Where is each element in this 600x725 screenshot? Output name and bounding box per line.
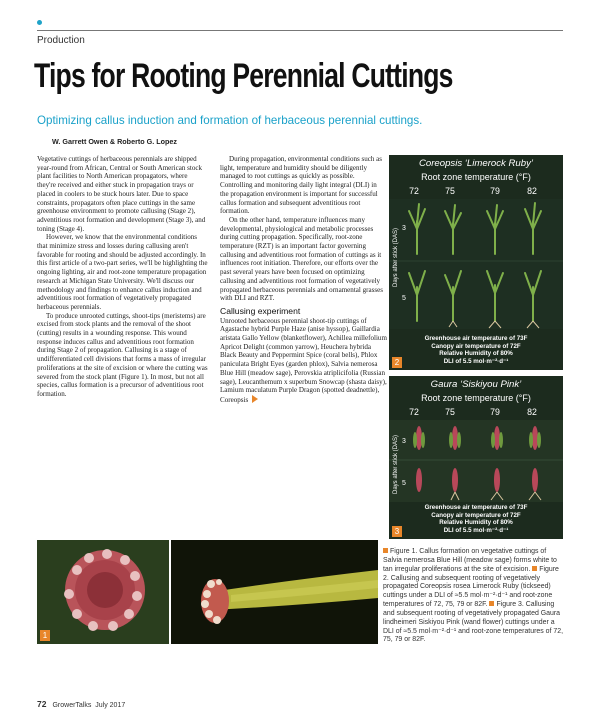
temp-label: 75 xyxy=(445,407,455,417)
section-dot xyxy=(37,20,42,25)
figure-3-notes xyxy=(389,504,563,534)
figure-2-panel xyxy=(389,155,563,370)
figure-3-y-label: Days after stick (DAS) xyxy=(393,434,399,494)
callus-stem-image xyxy=(171,540,378,644)
note-line: Relative Humidity of 80% xyxy=(439,519,513,527)
continue-arrow-icon xyxy=(252,395,258,403)
figure-3-rzt-label: Root zone temperature (°F) xyxy=(421,393,531,403)
figure-3-panel xyxy=(389,376,563,539)
header-rule xyxy=(37,30,563,31)
temp-label: 79 xyxy=(490,407,500,417)
paragraph: To produce unrooted cuttings, shoot-tips (meristems) are excised from stock plants and the removal of the shoot (cutting) results in a wounding response. This wound response induces callus and adventitious root formation during Stage 2 of propagation. Callusing is a stage of undifferentiated cell divisions that forms a mass of irregular proliferations at the site of excision or where the cutting was severed from the stock plant (Figure 1). In most, but not all species, callus formation is a precursor of adventitious root formation. xyxy=(37,311,208,398)
figure-2-y-label: Days after stick (DAS) xyxy=(393,227,399,287)
figure-1-photo-left xyxy=(37,540,169,644)
caption-square-icon xyxy=(532,566,537,571)
body-column-2 xyxy=(220,155,387,405)
note-line: Canopy air temperature of 72F xyxy=(431,342,521,350)
caption-fig3: Figure 3. Callusing and subsequent rooting of vegetatively propagated Gaura lindheimeri Siskiyou Pink (wand flower) cuttings under a DLI of ≈5.5 mol·m⁻²·d⁻¹ and root-zone temperatures of 72, 75, 79 or 82F. xyxy=(383,601,564,644)
paragraph xyxy=(220,317,387,405)
figure-3-number: 3 xyxy=(392,526,402,537)
temp-label: 82 xyxy=(527,186,537,196)
figure-2-number: 2 xyxy=(392,357,402,368)
caption-square-icon xyxy=(489,601,494,606)
article-subtitle: Optimizing callus induction and formation of herbaceous perennial cuttings. xyxy=(37,114,423,127)
day-row-label: 5 xyxy=(402,480,406,487)
day-row-label: 3 xyxy=(402,438,406,445)
page-footer xyxy=(37,699,125,709)
figure-1-number: 1 xyxy=(40,630,50,641)
note-line: Greenhouse air temperature of 73F xyxy=(424,335,528,342)
article-authors: W. Garrett Owen & Roberto G. Lopez xyxy=(52,137,177,146)
figure-3-cuttings-image xyxy=(389,420,563,502)
paragraph: Vegetative cuttings of herbaceous perennials are shipped year-round from African, Central or South American stock plant facilities to North American propagators, where they're received and either stuck in propagation trays or placed in coolers to be stuck hours later. Due to space constraints, propagators often place cuttings in the same greenhouse environment to promote callusing (Stage 2), adventitious root formation and development (Stage 3), and toning (Stage 4). xyxy=(37,155,206,233)
callus-closeup-image xyxy=(37,540,169,644)
temp-label: 75 xyxy=(445,186,455,196)
temp-label: 72 xyxy=(409,407,419,417)
note-line: Greenhouse air temperature of 73F xyxy=(424,504,528,511)
paragraph: On the other hand, temperature influences many developmental, physiological and metabolic processes during cutting propagation. Specifically, root-zone temperature (RZT) is an important factor governing callusing and adventitious root formation of cuttings as it influences root initiation. Therefore, our efforts over the past several years have been focused on optimizing callusing and adventitious root formation of vegetatively propagated herbaceous perennials and ornamental grasses with DLI and RZT. xyxy=(220,215,383,303)
day-row-label: 5 xyxy=(402,295,406,302)
body-column-1 xyxy=(37,155,208,399)
figure-2-cuttings-image xyxy=(389,199,563,329)
caption-square-icon xyxy=(383,548,388,553)
figure-1-photo-right xyxy=(171,540,378,644)
figure-2-notes xyxy=(389,335,563,365)
figure-captions xyxy=(383,548,565,645)
issue-date: July 2017 xyxy=(95,702,126,709)
page-number: 72 xyxy=(37,699,47,709)
temp-label: 72 xyxy=(409,186,419,196)
day-row-label: 3 xyxy=(402,225,406,232)
note-line: DLI of 5.5 mol·m⁻²·d⁻¹ xyxy=(443,526,509,534)
magazine-name: GrowerTalks xyxy=(52,702,92,709)
section-label: Production xyxy=(37,35,85,46)
note-line: Relative Humidity of 80% xyxy=(439,350,513,358)
caption-fig1: Figure 1. Callus formation on vegetative cuttings of Salvia nemerosa Blue Hill (meadow sage) forms white to tan irregular proliferations at the site of excision. xyxy=(383,548,557,573)
article-title: Tips for Rooting Perennial Cuttings xyxy=(34,57,453,95)
temp-label: 82 xyxy=(527,407,537,417)
paragraph: During propagation, environmental conditions such as light, temperature and humidity should be diligently managed to root cuttings as quickly as possible. Controlling and monitoring daily light integral (DLI) in the propagation environment is important for successful callus formation and subsequent adventitious root formation. xyxy=(220,155,383,216)
figure-2-title: Coreopsis ‘Limerock Ruby’ xyxy=(418,158,534,169)
caption-fig2: Figure 2. Callusing and subsequent rooting of vegetatively propagated Coreopsis rosea Limerock Ruby (tickseed) cuttings under a DLI of ≈5.5 mol·m⁻²·d⁻¹ and root-zone temperatures of 72, 75, 79 or 82F. xyxy=(383,565,559,609)
temp-label: 79 xyxy=(490,186,500,196)
note-line: DLI of 5.5 mol·m⁻²·d⁻¹ xyxy=(443,357,509,365)
note-line: Canopy air temperature of 72F xyxy=(431,511,521,519)
paragraph-text: Unrooted herbaceous perennial shoot-tip cuttings of Agastache hybrid Purple Haze (anise hyssop), Gaillardia aristata Gallo Yellow (blanketflower), Achillea millefolium Apricot Delight (common yarrow), Heuchera hybrida Black Beauty and Peppermint Spice (coral bells), Phlox paniculata Bright Eyes (garden phlox), Salvia nemerosa Blue Hill (meadow sage), Perovskia atriplicifolia (Russian sage), Leucanthemum x superbum Snowcap (shasta daisy), Lamium maculatum Purple Dragon (spotted deadnettle), Coreopsis xyxy=(220,316,387,404)
figure-2-rzt-label: Root zone temperature (°F) xyxy=(421,172,531,182)
section-heading: Callusing experiment xyxy=(220,305,301,316)
figure-3-title: Gaura ‘Siskiyou Pink’ xyxy=(430,379,522,390)
paragraph: However, we know that the environmental conditions that minimize stress and losses during callusing aren't favorable for rooting and should be adjusted accordingly. In this first article of a two-part series, we'll be highlighting the ongoing lighting, air and root-zone temperature propagation research at Michigan State University. We'll discuss our methodology and findings to enhance callus induction and adventitious root formation of vegetatively propagated herbaceous perennials. xyxy=(37,233,208,311)
